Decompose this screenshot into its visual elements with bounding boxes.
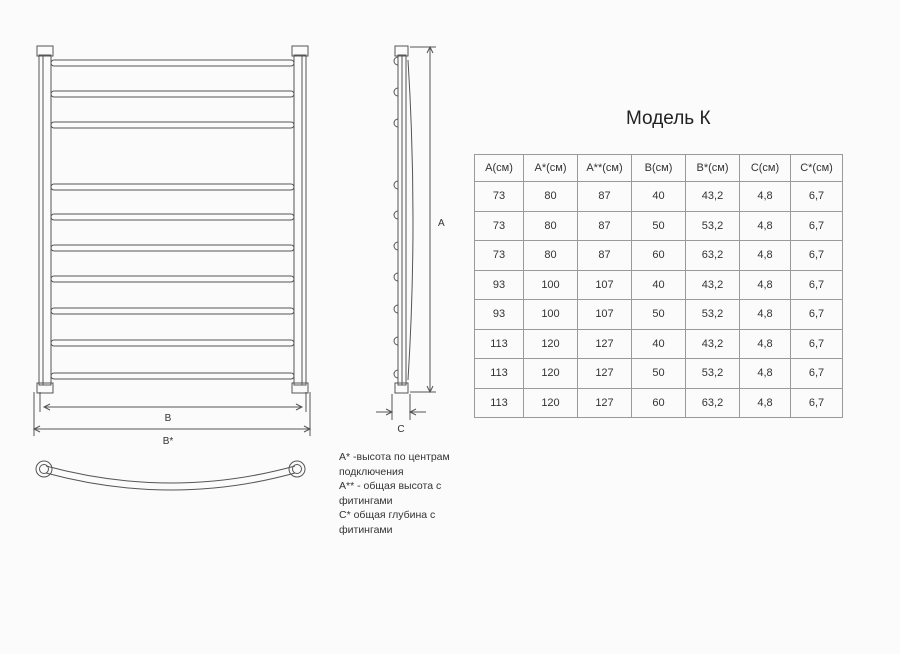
table-cell: 127: [578, 329, 632, 359]
table-cell: 50: [632, 211, 686, 241]
table-row: [475, 388, 843, 418]
side-rung-end: [394, 88, 398, 96]
front-left-post: [39, 55, 51, 385]
side-rung-end: [394, 211, 398, 219]
header-c-star: С*(см): [791, 155, 843, 182]
front-rungs: [51, 60, 294, 379]
table-row: [475, 300, 843, 330]
front-right-post: [294, 55, 306, 385]
top-view: [36, 461, 305, 490]
table-cell: 6,7: [791, 211, 843, 241]
front-rung: [51, 122, 294, 128]
note-a-double-star: А** - общая высота с фитингами: [339, 480, 442, 507]
table-cell: 53,2: [686, 211, 740, 241]
table-cell: 113: [475, 359, 524, 389]
front-rung: [51, 373, 294, 379]
table-cell: 87: [578, 211, 632, 241]
model-title: Модель К: [626, 108, 711, 129]
table-cell: 127: [578, 359, 632, 389]
side-rung-ends: [394, 57, 398, 378]
table-cell: 6,7: [791, 359, 843, 389]
table-cell: 43,2: [686, 182, 740, 212]
table-cell: 40: [632, 182, 686, 212]
table-cell: 6,7: [791, 300, 843, 330]
label-a: A: [438, 218, 445, 229]
table-cell: 127: [578, 388, 632, 418]
side-curve: [408, 60, 413, 380]
side-rung-end: [394, 181, 398, 189]
table-cell: 53,2: [686, 359, 740, 389]
notes: [339, 450, 469, 537]
side-rung-end: [394, 57, 398, 65]
side-rung-end: [394, 273, 398, 281]
table-cell: 100: [524, 270, 578, 300]
table-cell: 113: [475, 329, 524, 359]
side-view: [376, 46, 436, 420]
table-cell: 6,7: [791, 270, 843, 300]
table-cell: 4,8: [740, 300, 791, 330]
table-cell: 63,2: [686, 241, 740, 271]
table-cell: 4,8: [740, 388, 791, 418]
header-a-star: А*(см): [524, 155, 578, 182]
table-cell: 120: [524, 329, 578, 359]
table-cell: 113: [475, 388, 524, 418]
front-rung: [51, 60, 294, 66]
table-cell: 100: [524, 300, 578, 330]
header-c: С(см): [740, 155, 791, 182]
table-cell: 4,8: [740, 182, 791, 212]
note-a-star: А* -высота по центрам подключения: [339, 451, 450, 478]
table-cell: 43,2: [686, 270, 740, 300]
top-view-rail-outer: [46, 466, 295, 483]
table-cell: 80: [524, 182, 578, 212]
front-rung: [51, 340, 294, 346]
table-cell: 6,7: [791, 241, 843, 271]
side-rung-end: [394, 119, 398, 127]
front-view: [34, 46, 310, 436]
table-row: [475, 241, 843, 271]
side-rung-end: [394, 337, 398, 345]
front-rung: [51, 308, 294, 314]
table-cell: 80: [524, 241, 578, 271]
table-row: [475, 359, 843, 389]
table-row: [475, 211, 843, 241]
note-c-star: С* общая глубина с фитингами: [339, 509, 436, 536]
header-a: А(см): [475, 155, 524, 182]
table-cell: 40: [632, 270, 686, 300]
table-cell: 60: [632, 388, 686, 418]
table-row: [475, 270, 843, 300]
table-cell: 53,2: [686, 300, 740, 330]
header-b-star: В*(см): [686, 155, 740, 182]
header-b: В(см): [632, 155, 686, 182]
table-cell: 73: [475, 182, 524, 212]
front-rung: [51, 245, 294, 251]
side-rung-end: [394, 242, 398, 250]
table-cell: 4,8: [740, 211, 791, 241]
table-header-row: [475, 155, 843, 182]
front-rung: [51, 184, 294, 190]
table-cell: 93: [475, 300, 524, 330]
table-cell: 50: [632, 300, 686, 330]
table-cell: 107: [578, 270, 632, 300]
table-cell: 63,2: [686, 388, 740, 418]
table-cell: 40: [632, 329, 686, 359]
dimensions-table: [474, 154, 843, 418]
top-view-rail-inner: [46, 473, 295, 490]
table-cell: 73: [475, 241, 524, 271]
label-b: B: [164, 413, 172, 424]
table-cell: 107: [578, 300, 632, 330]
header-a-double-star: А**(см): [578, 155, 632, 182]
table-cell: 87: [578, 241, 632, 271]
table-cell: 73: [475, 211, 524, 241]
label-c: C: [397, 424, 405, 435]
table-cell: 4,8: [740, 329, 791, 359]
table-cell: 120: [524, 359, 578, 389]
table-cell: 4,8: [740, 270, 791, 300]
label-b-star: B*: [162, 436, 174, 447]
table-cell: 93: [475, 270, 524, 300]
table-cell: 4,8: [740, 241, 791, 271]
front-rung: [51, 276, 294, 282]
table-cell: 87: [578, 182, 632, 212]
table-cell: 60: [632, 241, 686, 271]
side-rung-end: [394, 305, 398, 313]
table-cell: 80: [524, 211, 578, 241]
front-rung: [51, 91, 294, 97]
table-body: [475, 182, 843, 418]
table-cell: 50: [632, 359, 686, 389]
table-row: [475, 182, 843, 212]
front-rung: [51, 214, 294, 220]
table-cell: 6,7: [791, 329, 843, 359]
table-cell: 6,7: [791, 182, 843, 212]
table-row: [475, 329, 843, 359]
side-rung-end: [394, 370, 398, 378]
table-cell: 120: [524, 388, 578, 418]
table-cell: 4,8: [740, 359, 791, 389]
table-cell: 6,7: [791, 388, 843, 418]
table-cell: 43,2: [686, 329, 740, 359]
